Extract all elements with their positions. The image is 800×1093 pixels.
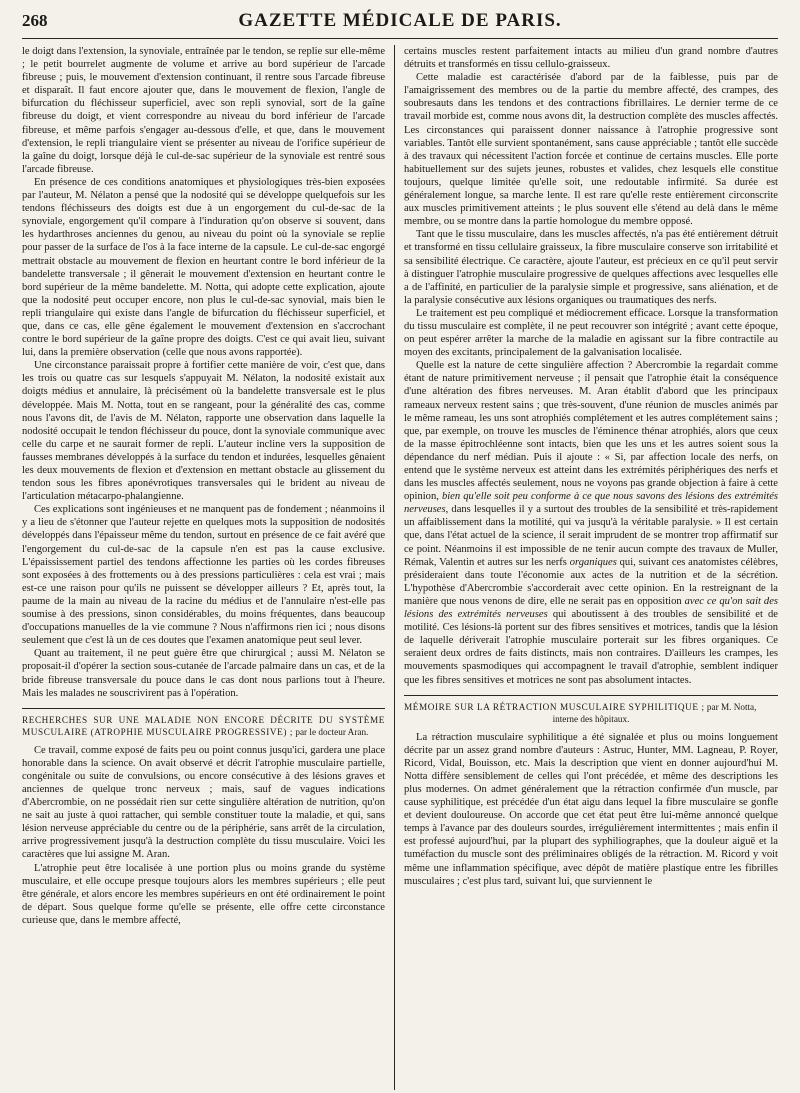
emphasis-text: avec ce qu'on sait des lésions des extrémités nerveuses (404, 595, 778, 621)
paragraph: Une circonstance paraissait propre à fortifier cette manière de voir, c'est que, dans les trois ou quatre cas sur lesquels s'appuyait M. Nélaton, la nodosité existait aux doigts médius et annulaire, là précisément où la bandelette transversale est le plus développée. Mais M. Notta, tout en se rangeant, pour la généralité des cas, comme nous l'avons dit, de l'avis de M. Nélaton, rapporte une observation dans laquelle la nodosité occupait le tendon fléchisseur du pouce, dont la synoviale communique avec celle du carpe et ne saurait former de repli. L'auteur incline vers la supposition de fausses membranes développés à la surface du tendon et indurées, lesquelles gênaient les deux mouvements de flexion et d'extension en mettant obstacle au glissement du tendon sous les fibres aponévrotiques transversales qui le brident au niveau de l'articulation métacarpo-phalangienne. (22, 360, 385, 503)
article-heading-author: par M. Notta, (704, 701, 757, 712)
paragraph: le doigt dans l'extension, la synoviale, entraînée par le tendon, se replie sur elle-même ; le petit bourrelet augmente de volume et arrive au bord supérieur de l'arcade fibreuse ; puis, le mouvement d'extension continuant, il rentre sous l'arcade fibreuse et disparaît. Il faut encore ajouter que, dans le mouvement de flexion, l'angle de bifurcation du fléchisseur superficiel, avec son repli synovial, sort de la gaîne fibreuse du doigt, et vient correspondre au niveau du bord inférieur de l'arcade fibreuse, et même parfois s'engager au-dessous d'elle, et que, dans le mouvement d'extension, le repli triangulaire vient se présenter au niveau de l'orifice supérieur de la gaîne du doigt, lorsque déjà le cul-de-sac supérieur de la synoviale est rentré sous l'arcade fibreuse. (22, 46, 385, 175)
paragraph (404, 359, 778, 686)
right-column (395, 45, 778, 1090)
article-heading-affiliation: interne des hôpitaux. (552, 713, 630, 724)
paragraph: La rétraction musculaire syphilitique a été signalée et plus ou moins longuement décrite par un assez grand nombre d'auteurs : Astruc, Hunter, MM. Lagneau, P. Royer, Ricord, Vidal, Bouisson, etc. Mais la description que vient en donner aujourd'hui M. Notta diffère sensiblement de celles qui l'ont précédée, et même des descriptions les plus modernes. On admet généralement que la rétraction confirmée d'un muscle, par cause syphilitique, est précédée d'un état aigu dans lequel la fibre musculaire se gonfle et devient douloureuse. On accorde que cet état peut être lui-même annoncé quelque temps à l'avance par des douleurs sourdes, irrégulièrement intermittentes ; mais enfin il est professé aujourd'hui, par la plupart des syphiliographes, que la douleur aiguë et la tuméfaction du muscle sont des préliminaires obligés de la rétraction. M. Ricord y voit même une inflammation spécifique, avec dépôt de matière plastique entre les fibrilles musculaires ; c'est plus tard, suivant lui, que surviennent le (404, 731, 778, 887)
emphasis-text: organiques (569, 556, 617, 568)
paragraph: Ce travail, comme exposé de faits peu ou point connus jusqu'ici, gardera une place honorable dans la science. On avait observé et décrit l'atrophie musculaire partielle, congénitale ou suite de convulsions, ou encore consécutive à des lésions graves et anciennes de quelque tronc nerveux ; mais, sauf de vagues indications d'Abercrombie, on ne possédait rien sur cette singulière altération de nutrition, qu'on ne sait au juste à quoi rattacher, qui semble constituer toute la maladie, et qui, sans lésion nerveuse appréciable du centre ou de la périphérie, sans arrêt de la circulation, arrive progressivement jusqu'à la destruction complète du tissu musculaire. Voici les caractères que lui assigne M. Aran. (22, 744, 385, 861)
left-column (22, 45, 394, 1090)
article-heading-author: par le docteur Aran. (293, 726, 369, 737)
article-heading (404, 695, 778, 725)
page-number: 268 (22, 11, 48, 30)
text-run: qui aboutissent à des troubles de sensibilité et de motilité. Ces lésions-là portent sur des fibres sensitives et motrices, tandis que la lésion de laquelle dériverait l'atrophie musculaire porterait sur les fibres organiques. Ce seraient deux ordres de faits distincts, mais non contraires. D'ailleurs les crampes, les mouvements spasmodiques qui accompagnent le travail d'atrophie, semblent indiquer que les fibres sensitives et motrices ne sont pas absolument intactes. (404, 609, 778, 686)
paragraph: Quant au traitement, il ne peut guère être que chirurgical ; aussi M. Nélaton se proposait-il d'opérer la section sous-cutanée de l'arcade palmaire dans un cas, et de la bride fibreuse transversale du pouce dans le cas dont nous parlions tout à l'heure. Mais les malades ne souscrivirent pas à l'opération. (22, 648, 385, 699)
paragraph: Le traitement est peu compliqué et médiocrement efficace. Lorsque la transformation du tissu musculaire est complète, il ne peut recouvrer son intégrité ; avant cette époque, on peut espérer arrêter la marche de la maladie en agissant sur la fibre contractile au moyen des excitants, principalement de la galvanisation localisée. (404, 307, 778, 359)
paragraph: Cette maladie est caractérisée d'abord par de la faiblesse, puis par de l'amaigrissement des membres ou de la partie du membre affecté, des crampes, des soubresauts dans les tendons et des contractions fibrillaires. Le dernier terme de ce travail morbide est, comme nous avons dit, la destruction complète des muscles affectés. Les circonstances qui paraissent donner naissance à l'atrophie progressive sont variables. Tantôt elle survient spontanément, sans cause appréciable ; tantôt elle succède à des travaux qui nécessitent l'action forcée et continue de certains muscles. Elle porte habituellement sur des sujets jeunes, robustes et valides, chez lesquels elle constitue toujours, quelque limitée qu'elle soit, une redoutable infirmité. Sa durée est généralement longue, sa marche lente. Il est rare qu'elle reste entièrement circonscrite aux muscles primitivement atteints ; le plus souvent elle s'étend au delà dans le même membre, ou se montre dans la partie homologue du membre opposé. (404, 72, 778, 228)
text-run: , dans lesquelles il y a surtout des troubles de la sensibilité et très-rapidement un affaiblissement dans la motilité, qui va jusqu'à la véritable paralysie. » Il est certain que, dans l'état actuel de la science, il serait imprudent de se montrer trop affirmatif sur ce point. Néanmoins il est impossible de ne tenir aucun compte des travaux de Muller, Rémak, Valentin et autres sur les nerfs (404, 504, 778, 568)
article-heading (22, 708, 385, 738)
text-run: qui, suivant ces anatomistes célèbres, présideraient dans toute l'économie aux actes de la nutrition et de la sécrétion. L'hypothèse d'Abercrombie s'accorderait avec cette opinion. En la restreignant de la manière que nous venons de dire, elle ne serait pas en opposition (404, 556, 778, 607)
running-title: GAZETTE MÉDICALE DE PARIS. (238, 10, 562, 31)
text-columns (22, 45, 778, 1090)
paragraph: Ces explications sont ingénieuses et ne manquent pas de fondement ; néanmoins il y a lieu de s'étonner que l'auteur rejette en quelques mots la supposition de nodosités développés dans l'épaisseur même du tendon, surtout en présence de ce fait avéré que l'engorgement du cul-de-sac de la capsule n'en est pas la cause exclusive. L'épaississement partiel des tendons affectionne les parties où les cordes fibreuses sont exposées à des frottements ou à des pressions particulières : cela est vrai ; mais est-ce une raison pour qu'ils ne puissent se développer ailleurs ? Et, après tout, la paume de la main au niveau de la racine du médius et de l'annulaire n'est-elle pas soumise à des pressions, sinon considérables, du moins fréquentes, dans beaucoup d'occupations manuelles de la vie commune ? Nous n'affirmons rien ici ; nous disons seulement que c'est là un de ces doutes que l'examen anatomique peut seul lever. (22, 504, 385, 647)
paragraph: certains muscles restent parfaitement intacts au milieu d'un grand nombre d'autres détruits et transformés en tissu cellulo-graisseux. (404, 46, 778, 71)
article-heading-title: MÉMOIRE SUR LA RÉTRACTION MUSCULAIRE SYPHILITIQUE ; (404, 701, 705, 712)
text-run: Quelle est la nature de cette singulière affection ? Abercrombie la regardait comme étant de nature primitivement nerveuse ; il pensait que l'atrophie était la conséquence d'une altération des fibres nerveuses. M. Aran établit d'abord que les principaux rameaux nerveux restent sains ; que très-souvent, d'une réunion de muscles animés par le même rameau, les uns sont atrophiés complétement et les autres complétement sains ; que, par exemple, on trouve les muscles de l'éminence thénar atrophiés, alors que ceux de la masse épitrochléenne sont intacts, bien que les uns et les autres soient sous la dépendance du nerf médian. Puis il ajoute : « Si, par affection locale des nerfs, on entend que le système nerveux est atteint dans les extrémités périphériques des nerfs et dans les muscles affectés seulement, nous ne voyons pas grande objection à faire à cette opinion, (404, 360, 778, 503)
page-header (22, 10, 778, 39)
paragraph: En présence de ces conditions anatomiques et physiologiques très-bien exposées par l'auteur, M. Nélaton a pensé que la nodosité qui se développe quelquefois sur les tendons fléchisseurs des doigts est due à un engorgement du cul-de-sac de la synoviale, engorgement qu'il compare à l'induration qu'on observe si souvent, dans les hydarthroses anciennes du genou, au niveau du point où la synoviale se replie pour passer de la surface de l'os à la face interne de la capsule. Le cul-de-sac engorgé mettrait obstacle au mouvement de flexion en heurtant contre le bord inférieur de la bandelette transversale ; il gênerait le mouvement d'extension en heurtant contre le bord supérieur de la même bandelette. M. Notta, qui adopte cette explication, ajoute que la nodosité peut occuper encore, non plus le cul-de-sac synovial, mais bien le repli triangulaire qui existe dans l'angle de bifurcation du fléchisseur superficiel, et que, dans ce cas, elle gêne également le mouvement d'extension en s'accrochant contre le bord supérieur de la gaîne propre des doigts. C'est ce qui avait lieu, suivant lui, dans la première observation (celle que nous avons rapportée). (22, 176, 385, 359)
paragraph: L'atrophie peut être localisée à une portion plus ou moins grande du système musculaire, et elle occupe presque toujours alors les membres supérieurs ; elle peut être générale, et alors encore les membres supérieurs en ont été ordinairement le point de départ. Sous quelque forme qu'elle se présente, elle offre cette circonstance curieuse que, dans le membre affecté, (22, 862, 385, 926)
paragraph: Tant que le tissu musculaire, dans les muscles affectés, n'a pas été entièrement détruit et transformé en tissu cellulaire graisseux, la fibre musculaire conserve son irritabilité et sa sensibilité électrique. Ce caractère, ajoute l'auteur, est précieux en ce qu'il peut servir à distinguer l'atrophie musculaire progressive de quelques affections avec lesquelles elle a de l'affinité, en particulier de la paralysie simple et progressive, sans aliénation, et de la paralysie consécutive aux lésions organiques ou traumatiques des nerfs. (404, 229, 778, 306)
article-heading-title: RECHERCHES SUR UNE MALADIE NON ENCORE DÉCRITE DU SYSTÈME MUSCULAIRE (ATROPHIE MUSCULAIRE PROGRESSIVE) ; (22, 714, 385, 737)
emphasis-text: bien qu'elle soit peu conforme à ce que nous savons des lésions des extrémités nerveuses (404, 491, 778, 516)
